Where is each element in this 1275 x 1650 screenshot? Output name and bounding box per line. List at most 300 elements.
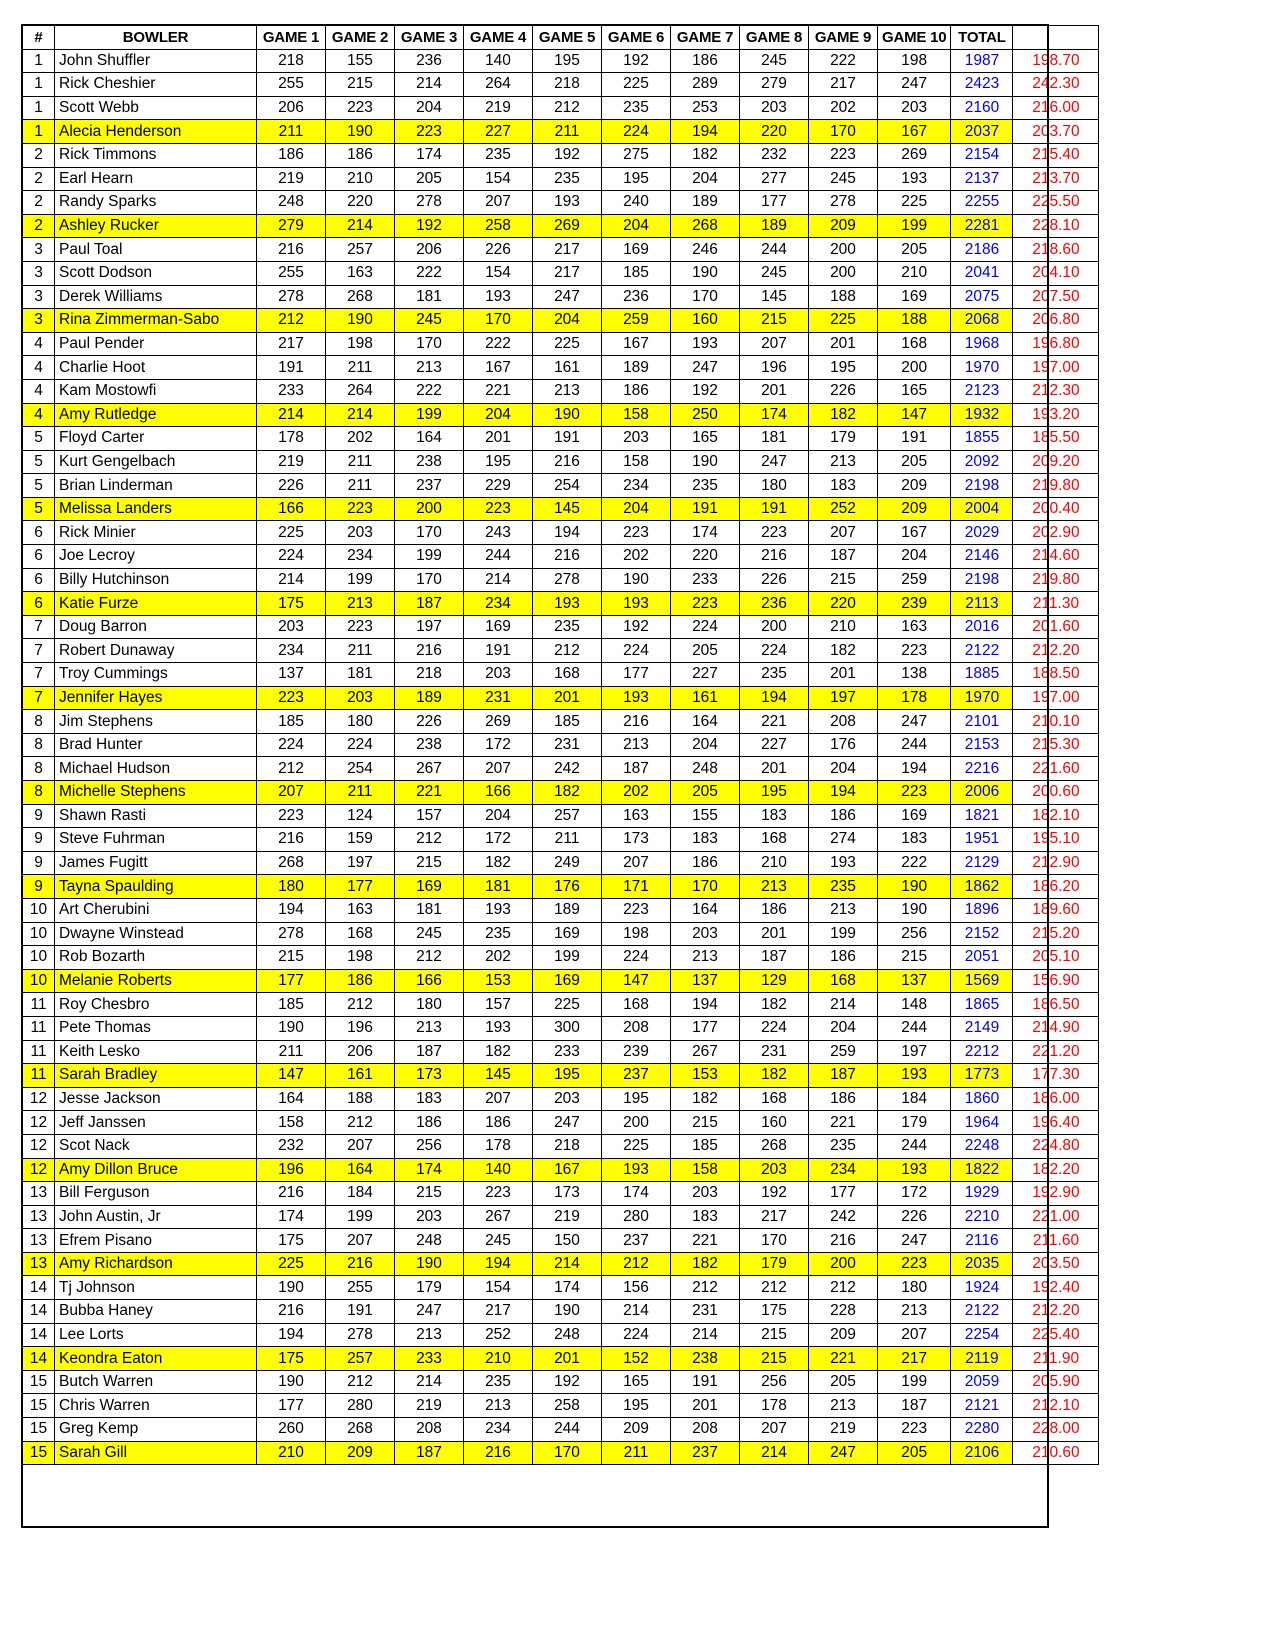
game-score-cell[interactable]: 236 — [740, 592, 809, 616]
game-score-cell[interactable]: 232 — [257, 1134, 326, 1158]
game-score-cell[interactable]: 182 — [740, 993, 809, 1017]
average-score-cell[interactable]: 192.40 — [1013, 1276, 1099, 1300]
game-score-cell[interactable]: 186 — [602, 379, 671, 403]
game-score-cell[interactable]: 188 — [809, 285, 878, 309]
game-score-cell[interactable]: 204 — [464, 804, 533, 828]
total-score-cell[interactable]: 2121 — [951, 1394, 1013, 1418]
game-score-cell[interactable]: 205 — [878, 450, 951, 474]
average-score-cell[interactable]: 212.90 — [1013, 851, 1099, 875]
game-score-cell[interactable]: 245 — [809, 167, 878, 191]
game-score-cell[interactable]: 244 — [878, 733, 951, 757]
game-score-cell[interactable]: 218 — [533, 1134, 602, 1158]
game-score-cell[interactable]: 217 — [533, 238, 602, 262]
bowler-name-cell[interactable]: Michael Hudson — [55, 757, 257, 781]
game-score-cell[interactable]: 212 — [257, 757, 326, 781]
game-score-cell[interactable]: 186 — [326, 143, 395, 167]
table-row[interactable] — [23, 1229, 1099, 1253]
game-score-cell[interactable]: 213 — [533, 379, 602, 403]
game-score-cell[interactable]: 214 — [395, 1370, 464, 1394]
game-score-cell[interactable]: 235 — [464, 1370, 533, 1394]
game-score-cell[interactable]: 214 — [464, 568, 533, 592]
game-score-cell[interactable]: 182 — [671, 143, 740, 167]
game-score-cell[interactable]: 238 — [395, 733, 464, 757]
game-score-cell[interactable]: 244 — [878, 1016, 951, 1040]
game-score-cell[interactable]: 193 — [878, 1064, 951, 1088]
rank-cell[interactable]: 12 — [23, 1087, 55, 1111]
average-score-cell[interactable]: 212.20 — [1013, 1300, 1099, 1324]
rank-cell[interactable]: 8 — [23, 710, 55, 734]
rank-cell[interactable]: 15 — [23, 1418, 55, 1442]
game-score-cell[interactable]: 215 — [395, 851, 464, 875]
game-score-cell[interactable]: 242 — [533, 757, 602, 781]
game-score-cell[interactable]: 225 — [602, 73, 671, 97]
game-score-cell[interactable]: 232 — [740, 143, 809, 167]
game-score-cell[interactable]: 170 — [533, 1441, 602, 1465]
game-score-cell[interactable]: 205 — [395, 167, 464, 191]
game-score-cell[interactable]: 227 — [464, 120, 533, 144]
game-score-cell[interactable]: 224 — [257, 733, 326, 757]
game-score-cell[interactable]: 203 — [671, 922, 740, 946]
game-score-cell[interactable]: 169 — [395, 875, 464, 899]
table-row[interactable] — [23, 993, 1099, 1017]
game-score-cell[interactable]: 279 — [740, 73, 809, 97]
game-score-cell[interactable]: 190 — [326, 120, 395, 144]
game-score-cell[interactable]: 186 — [464, 1111, 533, 1135]
game-score-cell[interactable]: 204 — [809, 1016, 878, 1040]
game-score-cell[interactable]: 197 — [395, 615, 464, 639]
game-score-cell[interactable]: 269 — [464, 710, 533, 734]
game-score-cell[interactable]: 155 — [326, 49, 395, 73]
bowler-name-cell[interactable]: Rick Minier — [55, 521, 257, 545]
rank-cell[interactable]: 2 — [23, 214, 55, 238]
rank-cell[interactable]: 6 — [23, 521, 55, 545]
rank-cell[interactable]: 9 — [23, 875, 55, 899]
game-score-cell[interactable]: 224 — [602, 946, 671, 970]
bowler-name-cell[interactable]: Sarah Bradley — [55, 1064, 257, 1088]
game-score-cell[interactable]: 177 — [257, 1394, 326, 1418]
table-row[interactable] — [23, 686, 1099, 710]
game-score-cell[interactable]: 248 — [257, 191, 326, 215]
total-score-cell[interactable]: 1932 — [951, 403, 1013, 427]
rank-cell[interactable]: 10 — [23, 946, 55, 970]
table-row[interactable] — [23, 73, 1099, 97]
game-score-cell[interactable]: 163 — [326, 898, 395, 922]
total-score-cell[interactable]: 2059 — [951, 1370, 1013, 1394]
table-row[interactable] — [23, 922, 1099, 946]
game-score-cell[interactable]: 248 — [395, 1229, 464, 1253]
table-row[interactable] — [23, 545, 1099, 569]
game-score-cell[interactable]: 193 — [533, 191, 602, 215]
game-score-cell[interactable]: 207 — [464, 757, 533, 781]
game-score-cell[interactable]: 169 — [533, 922, 602, 946]
game-score-cell[interactable]: 203 — [533, 1087, 602, 1111]
game-score-cell[interactable]: 193 — [671, 332, 740, 356]
game-score-cell[interactable]: 169 — [533, 969, 602, 993]
game-score-cell[interactable]: 218 — [395, 663, 464, 687]
game-score-cell[interactable]: 223 — [740, 521, 809, 545]
game-score-cell[interactable]: 223 — [878, 1418, 951, 1442]
game-score-cell[interactable]: 159 — [326, 828, 395, 852]
total-score-cell[interactable]: 1896 — [951, 898, 1013, 922]
game-score-cell[interactable]: 169 — [602, 238, 671, 262]
game-score-cell[interactable]: 193 — [809, 851, 878, 875]
bowler-name-cell[interactable]: James Fugitt — [55, 851, 257, 875]
game-score-cell[interactable]: 210 — [809, 615, 878, 639]
table-row[interactable] — [23, 1064, 1099, 1088]
game-score-cell[interactable]: 233 — [395, 1347, 464, 1371]
rank-cell[interactable]: 6 — [23, 568, 55, 592]
game-score-cell[interactable]: 191 — [533, 427, 602, 451]
game-score-cell[interactable]: 213 — [395, 1016, 464, 1040]
table-row[interactable] — [23, 898, 1099, 922]
game-score-cell[interactable]: 209 — [602, 1418, 671, 1442]
game-score-cell[interactable]: 187 — [395, 592, 464, 616]
bowler-name-cell[interactable]: Melanie Roberts — [55, 969, 257, 993]
game-score-cell[interactable]: 200 — [878, 356, 951, 380]
table-row[interactable] — [23, 120, 1099, 144]
game-score-cell[interactable]: 194 — [257, 1323, 326, 1347]
game-score-cell[interactable]: 217 — [740, 1205, 809, 1229]
game-score-cell[interactable]: 233 — [671, 568, 740, 592]
average-score-cell[interactable]: 216.00 — [1013, 96, 1099, 120]
game-score-cell[interactable]: 179 — [809, 427, 878, 451]
bowler-name-cell[interactable]: Earl Hearn — [55, 167, 257, 191]
game-score-cell[interactable]: 184 — [326, 1182, 395, 1206]
game-score-cell[interactable]: 213 — [671, 946, 740, 970]
game-score-cell[interactable]: 253 — [671, 96, 740, 120]
game-score-cell[interactable]: 224 — [740, 1016, 809, 1040]
average-score-cell[interactable]: 211.30 — [1013, 592, 1099, 616]
game-score-cell[interactable]: 245 — [395, 922, 464, 946]
game-score-cell[interactable]: 158 — [671, 1158, 740, 1182]
total-score-cell[interactable]: 2254 — [951, 1323, 1013, 1347]
rank-cell[interactable]: 3 — [23, 309, 55, 333]
game-score-cell[interactable]: 163 — [878, 615, 951, 639]
game-score-cell[interactable]: 254 — [533, 474, 602, 498]
game-score-cell[interactable]: 246 — [671, 238, 740, 262]
game-score-cell[interactable]: 245 — [740, 261, 809, 285]
bowler-name-cell[interactable]: Tayna Spaulding — [55, 875, 257, 899]
average-score-cell[interactable]: 195.10 — [1013, 828, 1099, 852]
game-score-cell[interactable]: 175 — [257, 1347, 326, 1371]
average-score-cell[interactable]: 214.90 — [1013, 1016, 1099, 1040]
average-score-cell[interactable]: 185.50 — [1013, 427, 1099, 451]
total-score-cell[interactable]: 2160 — [951, 96, 1013, 120]
table-row[interactable] — [23, 710, 1099, 734]
bowler-name-cell[interactable]: Melissa Landers — [55, 497, 257, 521]
game-score-cell[interactable]: 198 — [602, 922, 671, 946]
game-score-cell[interactable]: 164 — [326, 1158, 395, 1182]
rank-cell[interactable]: 5 — [23, 427, 55, 451]
game-score-cell[interactable]: 174 — [257, 1205, 326, 1229]
table-row[interactable] — [23, 261, 1099, 285]
game-score-cell[interactable]: 192 — [533, 1370, 602, 1394]
bowler-name-cell[interactable]: Rina Zimmerman-Sabo — [55, 309, 257, 333]
bowler-name-cell[interactable]: Alecia Henderson — [55, 120, 257, 144]
game-score-cell[interactable]: 238 — [671, 1347, 740, 1371]
game-score-cell[interactable]: 219 — [257, 167, 326, 191]
bowler-name-cell[interactable]: Keith Lesko — [55, 1040, 257, 1064]
total-score-cell[interactable]: 2210 — [951, 1205, 1013, 1229]
table-row[interactable] — [23, 828, 1099, 852]
game-score-cell[interactable]: 222 — [878, 851, 951, 875]
average-score-cell[interactable]: 203.70 — [1013, 120, 1099, 144]
game-score-cell[interactable]: 215 — [809, 568, 878, 592]
table-row[interactable] — [23, 214, 1099, 238]
game-score-cell[interactable]: 181 — [464, 875, 533, 899]
rank-cell[interactable]: 11 — [23, 1016, 55, 1040]
rank-cell[interactable]: 15 — [23, 1394, 55, 1418]
game-score-cell[interactable]: 223 — [602, 898, 671, 922]
game-score-cell[interactable]: 220 — [809, 592, 878, 616]
game-score-cell[interactable]: 188 — [878, 309, 951, 333]
game-score-cell[interactable]: 280 — [602, 1205, 671, 1229]
average-score-cell[interactable]: 186.50 — [1013, 993, 1099, 1017]
game-score-cell[interactable]: 189 — [602, 356, 671, 380]
game-score-cell[interactable]: 235 — [809, 1134, 878, 1158]
total-score-cell[interactable]: 2035 — [951, 1252, 1013, 1276]
game-score-cell[interactable]: 208 — [395, 1418, 464, 1442]
total-score-cell[interactable]: 1773 — [951, 1064, 1013, 1088]
game-score-cell[interactable]: 223 — [878, 781, 951, 805]
game-score-cell[interactable]: 183 — [740, 804, 809, 828]
game-score-cell[interactable]: 211 — [326, 450, 395, 474]
game-score-cell[interactable]: 223 — [878, 639, 951, 663]
bowler-name-cell[interactable]: Scott Dodson — [55, 261, 257, 285]
game-score-cell[interactable]: 258 — [533, 1394, 602, 1418]
game-score-cell[interactable]: 247 — [878, 73, 951, 97]
game-score-cell[interactable]: 222 — [464, 332, 533, 356]
header-cell-average[interactable] — [1013, 26, 1099, 50]
game-score-cell[interactable]: 203 — [464, 663, 533, 687]
game-score-cell[interactable]: 185 — [257, 993, 326, 1017]
game-score-cell[interactable]: 207 — [740, 332, 809, 356]
table-row[interactable] — [23, 1016, 1099, 1040]
game-score-cell[interactable]: 205 — [878, 1441, 951, 1465]
game-score-cell[interactable]: 170 — [464, 309, 533, 333]
game-score-cell[interactable]: 205 — [671, 781, 740, 805]
game-score-cell[interactable]: 256 — [395, 1134, 464, 1158]
game-score-cell[interactable]: 236 — [602, 285, 671, 309]
game-score-cell[interactable]: 173 — [602, 828, 671, 852]
game-score-cell[interactable]: 192 — [533, 143, 602, 167]
game-score-cell[interactable]: 221 — [809, 1111, 878, 1135]
game-score-cell[interactable]: 145 — [533, 497, 602, 521]
game-score-cell[interactable]: 168 — [740, 1087, 809, 1111]
rank-cell[interactable]: 5 — [23, 450, 55, 474]
total-score-cell[interactable]: 2016 — [951, 615, 1013, 639]
game-score-cell[interactable]: 224 — [740, 639, 809, 663]
game-score-cell[interactable]: 157 — [395, 804, 464, 828]
game-score-cell[interactable]: 174 — [395, 1158, 464, 1182]
game-score-cell[interactable]: 193 — [878, 167, 951, 191]
game-score-cell[interactable]: 248 — [671, 757, 740, 781]
game-score-cell[interactable]: 215 — [671, 1111, 740, 1135]
game-score-cell[interactable]: 145 — [740, 285, 809, 309]
total-score-cell[interactable]: 1862 — [951, 875, 1013, 899]
game-score-cell[interactable]: 214 — [257, 568, 326, 592]
game-score-cell[interactable]: 216 — [257, 238, 326, 262]
average-score-cell[interactable]: 215.30 — [1013, 733, 1099, 757]
game-score-cell[interactable]: 168 — [326, 922, 395, 946]
rank-cell[interactable]: 1 — [23, 120, 55, 144]
game-score-cell[interactable]: 158 — [602, 450, 671, 474]
game-score-cell[interactable]: 214 — [257, 403, 326, 427]
game-score-cell[interactable]: 211 — [326, 356, 395, 380]
table-row[interactable] — [23, 497, 1099, 521]
total-score-cell[interactable]: 2423 — [951, 73, 1013, 97]
game-score-cell[interactable]: 223 — [257, 804, 326, 828]
game-score-cell[interactable]: 165 — [602, 1370, 671, 1394]
average-score-cell[interactable]: 188.50 — [1013, 663, 1099, 687]
game-score-cell[interactable]: 170 — [740, 1229, 809, 1253]
game-score-cell[interactable]: 181 — [395, 285, 464, 309]
game-score-cell[interactable]: 206 — [326, 1040, 395, 1064]
game-score-cell[interactable]: 216 — [257, 828, 326, 852]
header-cell-g8[interactable]: GAME 8 — [740, 26, 809, 50]
game-score-cell[interactable]: 202 — [809, 96, 878, 120]
game-score-cell[interactable]: 223 — [602, 521, 671, 545]
game-score-cell[interactable]: 231 — [740, 1040, 809, 1064]
rank-cell[interactable]: 9 — [23, 851, 55, 875]
rank-cell[interactable]: 10 — [23, 922, 55, 946]
average-score-cell[interactable]: 197.00 — [1013, 356, 1099, 380]
game-score-cell[interactable]: 209 — [878, 474, 951, 498]
game-score-cell[interactable]: 300 — [533, 1016, 602, 1040]
average-score-cell[interactable]: 201.60 — [1013, 615, 1099, 639]
game-score-cell[interactable]: 213 — [740, 875, 809, 899]
game-score-cell[interactable]: 214 — [533, 1252, 602, 1276]
table-row[interactable] — [23, 285, 1099, 309]
table-row[interactable] — [23, 238, 1099, 262]
game-score-cell[interactable]: 170 — [809, 120, 878, 144]
bowler-name-cell[interactable]: Shawn Rasti — [55, 804, 257, 828]
table-row[interactable] — [23, 781, 1099, 805]
game-score-cell[interactable]: 170 — [671, 875, 740, 899]
game-score-cell[interactable]: 166 — [257, 497, 326, 521]
game-score-cell[interactable]: 212 — [326, 993, 395, 1017]
average-score-cell[interactable]: 189.60 — [1013, 898, 1099, 922]
table-row[interactable] — [23, 49, 1099, 73]
game-score-cell[interactable]: 201 — [740, 922, 809, 946]
game-score-cell[interactable]: 200 — [395, 497, 464, 521]
game-score-cell[interactable]: 224 — [602, 639, 671, 663]
game-score-cell[interactable]: 187 — [395, 1040, 464, 1064]
average-score-cell[interactable]: 177.30 — [1013, 1064, 1099, 1088]
rank-cell[interactable]: 8 — [23, 781, 55, 805]
game-score-cell[interactable]: 178 — [464, 1134, 533, 1158]
header-cell-g4[interactable]: GAME 4 — [464, 26, 533, 50]
rank-cell[interactable]: 1 — [23, 96, 55, 120]
game-score-cell[interactable]: 178 — [257, 427, 326, 451]
game-score-cell[interactable]: 180 — [257, 875, 326, 899]
average-score-cell[interactable]: 186.00 — [1013, 1087, 1099, 1111]
rank-cell[interactable]: 15 — [23, 1370, 55, 1394]
total-score-cell[interactable]: 2216 — [951, 757, 1013, 781]
header-cell-g10[interactable]: GAME 10 — [878, 26, 951, 50]
game-score-cell[interactable]: 192 — [602, 49, 671, 73]
table-row[interactable] — [23, 851, 1099, 875]
game-score-cell[interactable]: 163 — [602, 804, 671, 828]
bowler-name-cell[interactable]: Jim Stephens — [55, 710, 257, 734]
game-score-cell[interactable]: 211 — [533, 120, 602, 144]
average-score-cell[interactable]: 219.80 — [1013, 568, 1099, 592]
average-score-cell[interactable]: 192.90 — [1013, 1182, 1099, 1206]
rank-cell[interactable]: 8 — [23, 757, 55, 781]
game-score-cell[interactable]: 223 — [671, 592, 740, 616]
game-score-cell[interactable]: 183 — [809, 474, 878, 498]
game-score-cell[interactable]: 235 — [671, 474, 740, 498]
game-score-cell[interactable]: 171 — [602, 875, 671, 899]
average-score-cell[interactable]: 228.10 — [1013, 214, 1099, 238]
game-score-cell[interactable]: 174 — [533, 1276, 602, 1300]
game-score-cell[interactable]: 216 — [257, 1182, 326, 1206]
game-score-cell[interactable]: 216 — [257, 1300, 326, 1324]
game-score-cell[interactable]: 256 — [878, 922, 951, 946]
total-score-cell[interactable]: 1865 — [951, 993, 1013, 1017]
bowler-name-cell[interactable]: Chris Warren — [55, 1394, 257, 1418]
game-score-cell[interactable]: 224 — [257, 545, 326, 569]
rank-cell[interactable]: 14 — [23, 1323, 55, 1347]
game-score-cell[interactable]: 214 — [326, 403, 395, 427]
game-score-cell[interactable]: 257 — [533, 804, 602, 828]
total-score-cell[interactable]: 2149 — [951, 1016, 1013, 1040]
game-score-cell[interactable]: 196 — [257, 1158, 326, 1182]
game-score-cell[interactable]: 224 — [326, 733, 395, 757]
game-score-cell[interactable]: 223 — [257, 686, 326, 710]
game-score-cell[interactable]: 182 — [809, 403, 878, 427]
game-score-cell[interactable]: 161 — [533, 356, 602, 380]
game-score-cell[interactable]: 226 — [809, 379, 878, 403]
game-score-cell[interactable]: 219 — [395, 1394, 464, 1418]
game-score-cell[interactable]: 161 — [671, 686, 740, 710]
game-score-cell[interactable]: 195 — [602, 1087, 671, 1111]
game-score-cell[interactable]: 214 — [809, 993, 878, 1017]
rank-cell[interactable]: 6 — [23, 545, 55, 569]
game-score-cell[interactable]: 195 — [602, 1394, 671, 1418]
rank-cell[interactable]: 7 — [23, 615, 55, 639]
game-score-cell[interactable]: 215 — [740, 1347, 809, 1371]
game-score-cell[interactable]: 234 — [809, 1158, 878, 1182]
game-score-cell[interactable]: 255 — [326, 1276, 395, 1300]
game-score-cell[interactable]: 176 — [533, 875, 602, 899]
game-score-cell[interactable]: 213 — [464, 1394, 533, 1418]
game-score-cell[interactable]: 235 — [740, 663, 809, 687]
game-score-cell[interactable]: 259 — [878, 568, 951, 592]
game-score-cell[interactable]: 180 — [326, 710, 395, 734]
rank-cell[interactable]: 13 — [23, 1252, 55, 1276]
bowler-name-cell[interactable]: Billy Hutchinson — [55, 568, 257, 592]
game-score-cell[interactable]: 207 — [326, 1134, 395, 1158]
game-score-cell[interactable]: 215 — [326, 73, 395, 97]
game-score-cell[interactable]: 212 — [671, 1276, 740, 1300]
game-score-cell[interactable]: 202 — [602, 545, 671, 569]
bowler-name-cell[interactable]: Bubba Haney — [55, 1300, 257, 1324]
game-score-cell[interactable]: 214 — [671, 1323, 740, 1347]
bowler-name-cell[interactable]: Robert Dunaway — [55, 639, 257, 663]
total-score-cell[interactable]: 1964 — [951, 1111, 1013, 1135]
game-score-cell[interactable]: 145 — [464, 1064, 533, 1088]
game-score-cell[interactable]: 191 — [257, 356, 326, 380]
bowler-name-cell[interactable]: Pete Thomas — [55, 1016, 257, 1040]
game-score-cell[interactable]: 193 — [602, 1158, 671, 1182]
game-score-cell[interactable]: 197 — [326, 851, 395, 875]
game-score-cell[interactable]: 193 — [533, 592, 602, 616]
game-score-cell[interactable]: 150 — [533, 1229, 602, 1253]
table-row[interactable] — [23, 615, 1099, 639]
bowler-name-cell[interactable]: John Austin, Jr — [55, 1205, 257, 1229]
game-score-cell[interactable]: 167 — [878, 521, 951, 545]
